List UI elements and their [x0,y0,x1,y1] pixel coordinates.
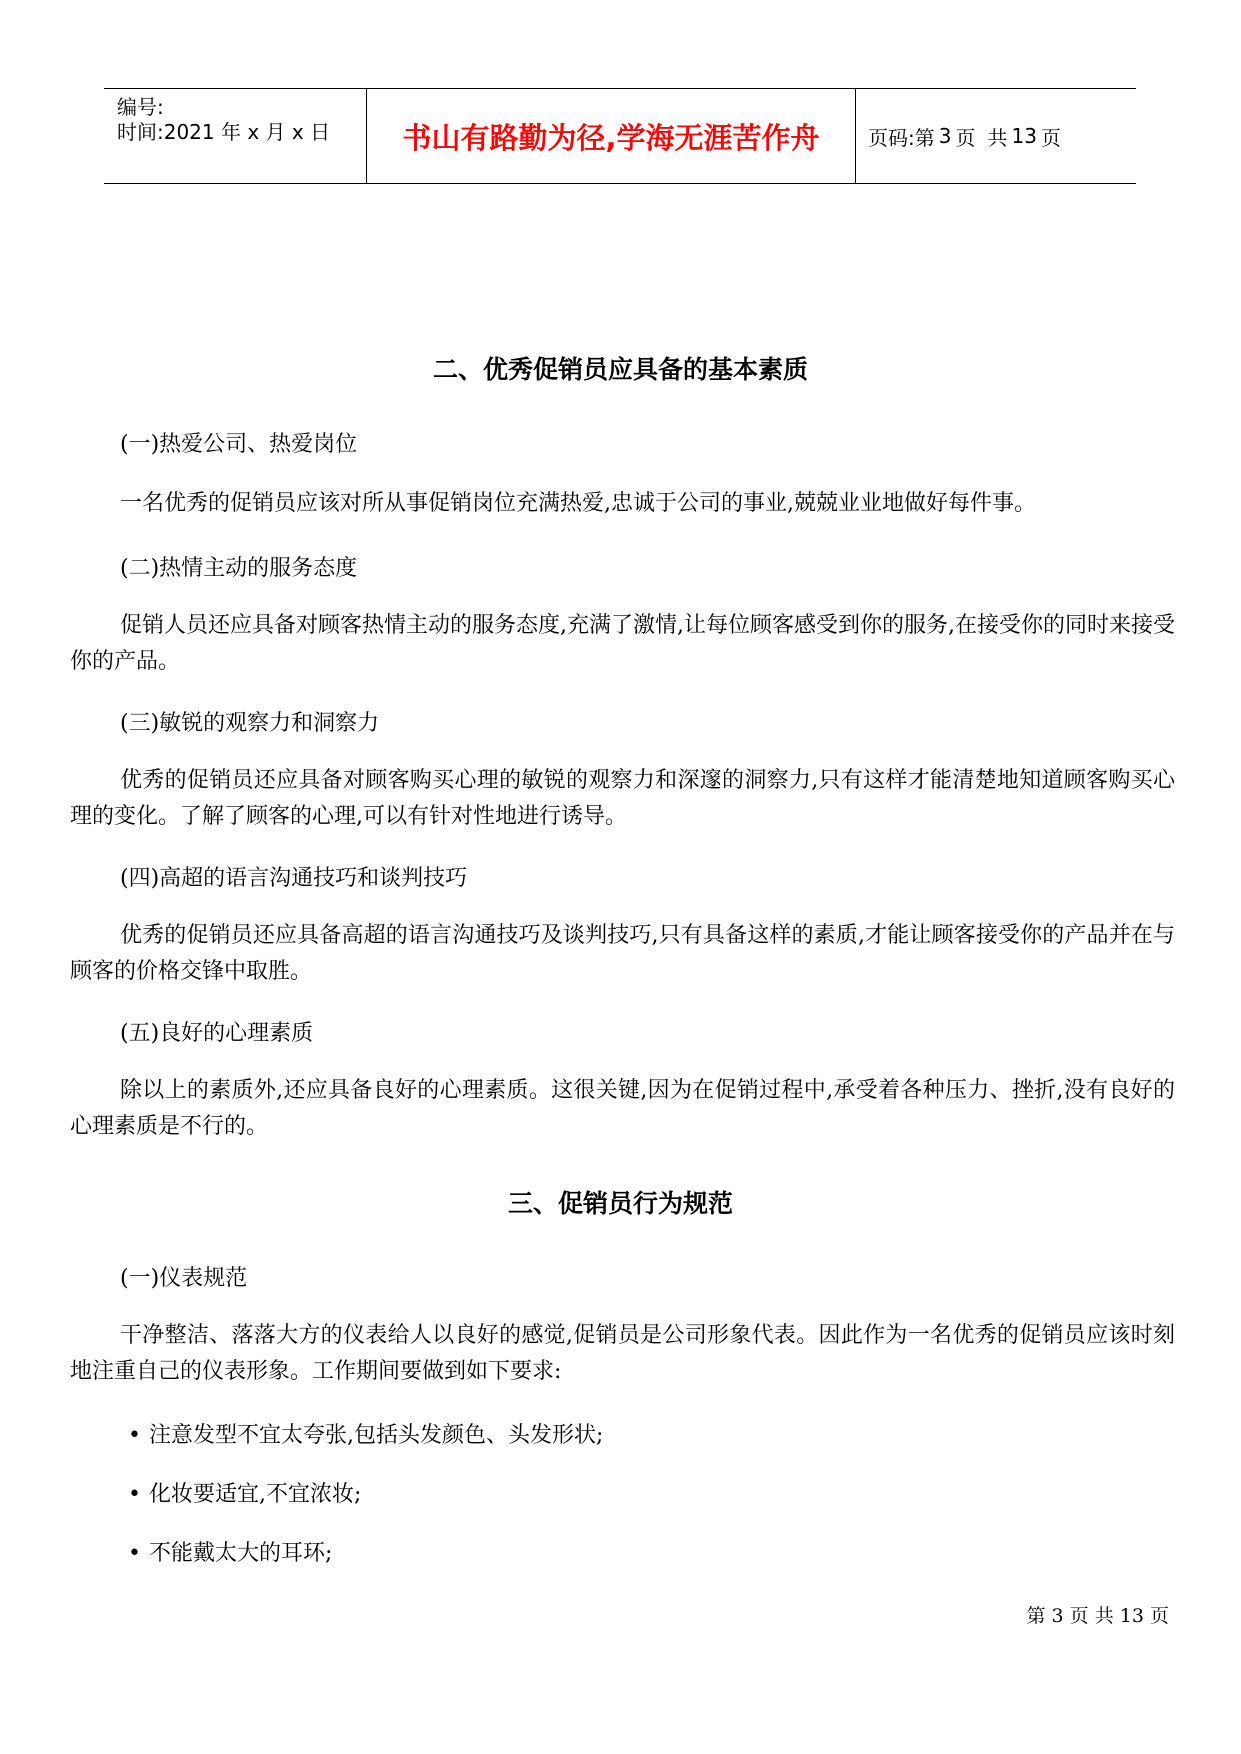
serial-label: 编号: [117,95,164,119]
list-item-text: 注意发型不宜太夸张,包括头发颜色、头发形状; [148,1423,604,1448]
page-code-total: 13 [1011,124,1037,148]
footer-suffix: 页 [1149,1605,1169,1627]
bullet-dot-icon: • [128,1482,141,1507]
footer-prefix: 第 [1026,1605,1046,1627]
header-info-cell [104,89,367,183]
paragraph: 促销人员还应具备对顾客热情主动的服务态度,充满了激情,让每位顾客感受到你的服务,在接受你的同时来接受你的产品。 [70,613,1175,674]
header-motto: 书山有路勤为径,学海无涯苦作舟 [367,89,856,183]
document-header [104,88,1136,184]
list-item [128,1477,361,1508]
section-title: 三、促销员行为规范 [507,1189,733,1218]
subsection-heading: (五)良好的心理素质 [120,1021,314,1046]
paragraph: 干净整洁、落落大方的仪表给人以良好的感觉,促销员是公司形象代表。因此作为一名优秀的促销员应该时刻地注重自己的仪表形象。工作期间要做到如下要求: [70,1323,1175,1384]
page-code-total-prefix: 共 [987,125,1008,150]
date-label: 时间:2021 年 x 月 x 日 [117,120,331,144]
paragraph: 一名优秀的促销员应该对所从事促销岗位充满热爱,忠诚于公司的事业,兢兢业业地做好每件事。 [120,491,1036,516]
page-code-prefix: 页码:第 [868,125,935,150]
page-footer [1026,1601,1169,1628]
paragraph: 优秀的促销员还应具备对顾客购买心理的敏锐的观察力和深邃的洞察力,只有这样才能清楚地知道顾客购买心理的变化。了解了顾客的心理,可以有针对性地进行诱导。 [70,768,1175,829]
footer-current-page: 3 [1051,1605,1064,1627]
subsection-heading: (一)仪表规范 [120,1266,248,1291]
bullet-dot-icon: • [128,1423,141,1448]
paragraph: 优秀的促销员还应具备高超的语言沟通技巧及谈判技巧,只有具备这样的素质,才能让顾客接受你的产品并在与顾客的价格交锋中取胜。 [70,923,1175,984]
page-code-mid: 页 [955,125,976,150]
subsection-heading: (三)敏锐的观察力和洞察力 [120,711,380,736]
page-code-current: 3 [938,124,952,148]
list-item-text: 化妆要适宜,不宜浓妆; [148,1482,362,1507]
list-item-text: 不能戴太大的耳环; [148,1541,333,1566]
subsection-heading: (一)热爱公司、热爱岗位 [120,432,358,457]
header-page-code [856,89,1136,183]
list-item [128,1418,603,1449]
footer-total-pages: 13 [1119,1605,1144,1627]
subsection-heading: (四)高超的语言沟通技巧和谈判技巧 [120,866,468,891]
footer-mid: 页 共 [1069,1605,1114,1627]
subsection-heading: (二)热情主动的服务态度 [120,556,358,581]
list-item [128,1536,332,1567]
section-title: 二、优秀促销员应具备的基本素质 [432,355,808,384]
page-code-suffix: 页 [1040,125,1061,150]
paragraph: 除以上的素质外,还应具备良好的心理素质。这很关键,因为在促销过程中,承受着各种压力、挫折,没有良好的心理素质是不行的。 [70,1078,1175,1139]
bullet-dot-icon: • [128,1541,141,1566]
